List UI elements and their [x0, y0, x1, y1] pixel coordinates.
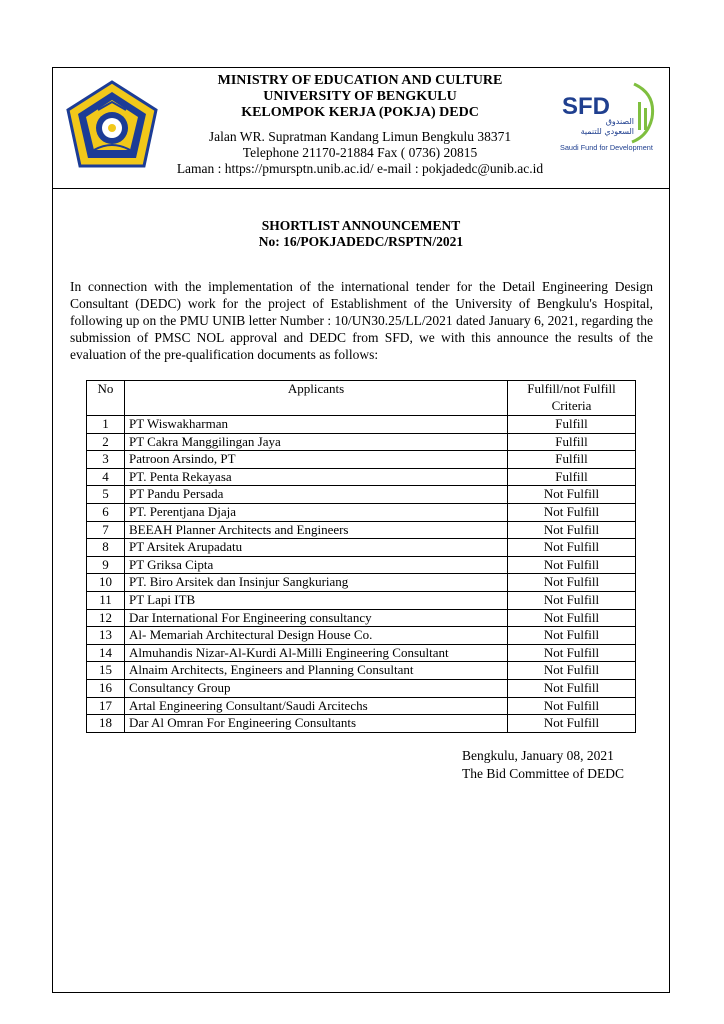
announcement-title: SHORTLIST ANNOUNCEMENT — [261, 218, 461, 233]
table-row — [87, 486, 636, 504]
row-result: Not Fulfill — [508, 644, 636, 662]
row-no: 3 — [87, 451, 125, 469]
row-result: Not Fulfill — [508, 627, 636, 645]
table-row — [87, 591, 636, 609]
letterhead — [160, 73, 560, 177]
row-no: 2 — [87, 433, 125, 451]
sfd-logo-icon — [558, 80, 658, 154]
header-divider — [52, 188, 670, 189]
row-result: Not Fulfill — [508, 591, 636, 609]
university-emblem-icon — [64, 80, 160, 172]
row-result: Not Fulfill — [508, 521, 636, 539]
row-result: Not Fulfill — [508, 609, 636, 627]
row-applicant: Artal Engineering Consultant/Saudi Arcitechs — [125, 697, 508, 715]
sfd-arabic-line2: السعودي للتنمية — [580, 127, 634, 136]
table-row — [87, 503, 636, 521]
row-result: Not Fulfill — [508, 503, 636, 521]
row-no: 4 — [87, 468, 125, 486]
row-applicant: Dar Al Omran For Engineering Consultants — [125, 715, 508, 733]
row-no: 17 — [87, 697, 125, 715]
announcement-heading — [52, 218, 670, 250]
row-applicant: PT Arsitek Arupadatu — [125, 539, 508, 557]
row-applicant: BEEAH Planner Architects and Engineers — [125, 521, 508, 539]
table-header-row — [87, 381, 636, 416]
table-row — [87, 539, 636, 557]
signature-committee: The Bid Committee of DEDC — [462, 766, 624, 781]
table-row — [87, 662, 636, 680]
row-no: 8 — [87, 539, 125, 557]
row-result: Not Fulfill — [508, 539, 636, 557]
row-applicant: PT Pandu Persada — [125, 486, 508, 504]
row-result: Not Fulfill — [508, 679, 636, 697]
row-result: Not Fulfill — [508, 697, 636, 715]
university-name: UNIVERSITY OF BENGKULU — [263, 89, 457, 104]
table-row — [87, 556, 636, 574]
row-no: 9 — [87, 556, 125, 574]
row-no: 14 — [87, 644, 125, 662]
header-result: Fulfill/not Fulfill Criteria — [508, 381, 636, 416]
row-no: 5 — [87, 486, 125, 504]
row-no: 11 — [87, 591, 125, 609]
row-applicant: Almuhandis Nizar-Al-Kurdi Al-Milli Engineering Consultant — [125, 644, 508, 662]
row-applicant: PT Wiswakharman — [125, 416, 508, 434]
row-applicant: PT. Biro Arsitek dan Insinjur Sangkuriang — [125, 574, 508, 592]
row-no: 7 — [87, 521, 125, 539]
row-applicant: PT. Perentjana Djaja — [125, 503, 508, 521]
row-no: 12 — [87, 609, 125, 627]
row-applicant: Patroon Arsindo, PT — [125, 451, 508, 469]
row-applicant: Dar International For Engineering consultancy — [125, 609, 508, 627]
row-applicant: PT. Penta Rekayasa — [125, 468, 508, 486]
telephone-line: Telephone 21170-21884 Fax ( 0736) 20815 — [242, 145, 478, 160]
table-row — [87, 609, 636, 627]
sfd-abbr: SFD — [562, 93, 610, 120]
sfd-english: Saudi Fund for Development — [560, 143, 653, 152]
row-applicant: PT Lapi ITB — [125, 591, 508, 609]
row-result: Not Fulfill — [508, 486, 636, 504]
row-no: 6 — [87, 503, 125, 521]
address-line: Jalan WR. Supratman Kandang Limun Bengkulu 38371 — [208, 129, 512, 144]
table-row — [87, 468, 636, 486]
row-result: Not Fulfill — [508, 574, 636, 592]
row-result: Fulfill — [508, 468, 636, 486]
row-no: 1 — [87, 416, 125, 434]
row-applicant: Alnaim Architects, Engineers and Planning Consultant — [125, 662, 508, 680]
signature-place-date: Bengkulu, January 08, 2021 — [462, 748, 614, 763]
row-result: Not Fulfill — [508, 715, 636, 733]
announcement-number: No: 16/POKJADEDC/RSPTN/2021 — [258, 234, 464, 249]
table-row — [87, 644, 636, 662]
row-no: 16 — [87, 679, 125, 697]
table-row — [87, 433, 636, 451]
row-result: Fulfill — [508, 433, 636, 451]
table-row — [87, 679, 636, 697]
row-applicant: PT Cakra Manggilingan Jaya — [125, 433, 508, 451]
table-row — [87, 416, 636, 434]
table-row — [87, 627, 636, 645]
signature-block — [462, 747, 624, 783]
row-result: Fulfill — [508, 416, 636, 434]
web-email-line: Laman : https://pmursptn.unib.ac.id/ e-mail : pokjadedc@unib.ac.id — [176, 161, 544, 176]
row-applicant: PT Griksa Cipta — [125, 556, 508, 574]
working-group-name: KELOMPOK KERJA (POKJA) DEDC — [241, 105, 479, 120]
row-no: 10 — [87, 574, 125, 592]
table-row — [87, 697, 636, 715]
row-applicant: Al- Memariah Architectural Design House Co. — [125, 627, 508, 645]
table-row — [87, 521, 636, 539]
row-result: Fulfill — [508, 451, 636, 469]
header-applicants: Applicants — [125, 381, 508, 416]
intro-paragraph: In connection with the implementation of the international tender for the Detail Engineering Design Consultant (DEDC) work for the project of Establishment of the University of Bengkulu's Hospital, following up on the PMU UNIB letter Number : 10/UN30.25/LL/2021 dated January 6, 2021, regarding the submission of PMSC NOL approval and DEDC from SFD, we with this announce the results of the evaluation of the pre-qualification documents as follows: — [70, 279, 653, 362]
table-row — [87, 715, 636, 733]
ministry-name: MINISTRY OF EDUCATION AND CULTURE — [217, 73, 503, 88]
header-no: No — [87, 381, 125, 416]
row-no: 15 — [87, 662, 125, 680]
table-row — [87, 574, 636, 592]
shortlist-table — [86, 380, 636, 733]
row-no: 18 — [87, 715, 125, 733]
row-result: Not Fulfill — [508, 662, 636, 680]
row-no: 13 — [87, 627, 125, 645]
sfd-arabic-line1: الصندوق — [605, 117, 634, 126]
table-row — [87, 451, 636, 469]
row-result: Not Fulfill — [508, 556, 636, 574]
row-applicant: Consultancy Group — [125, 679, 508, 697]
